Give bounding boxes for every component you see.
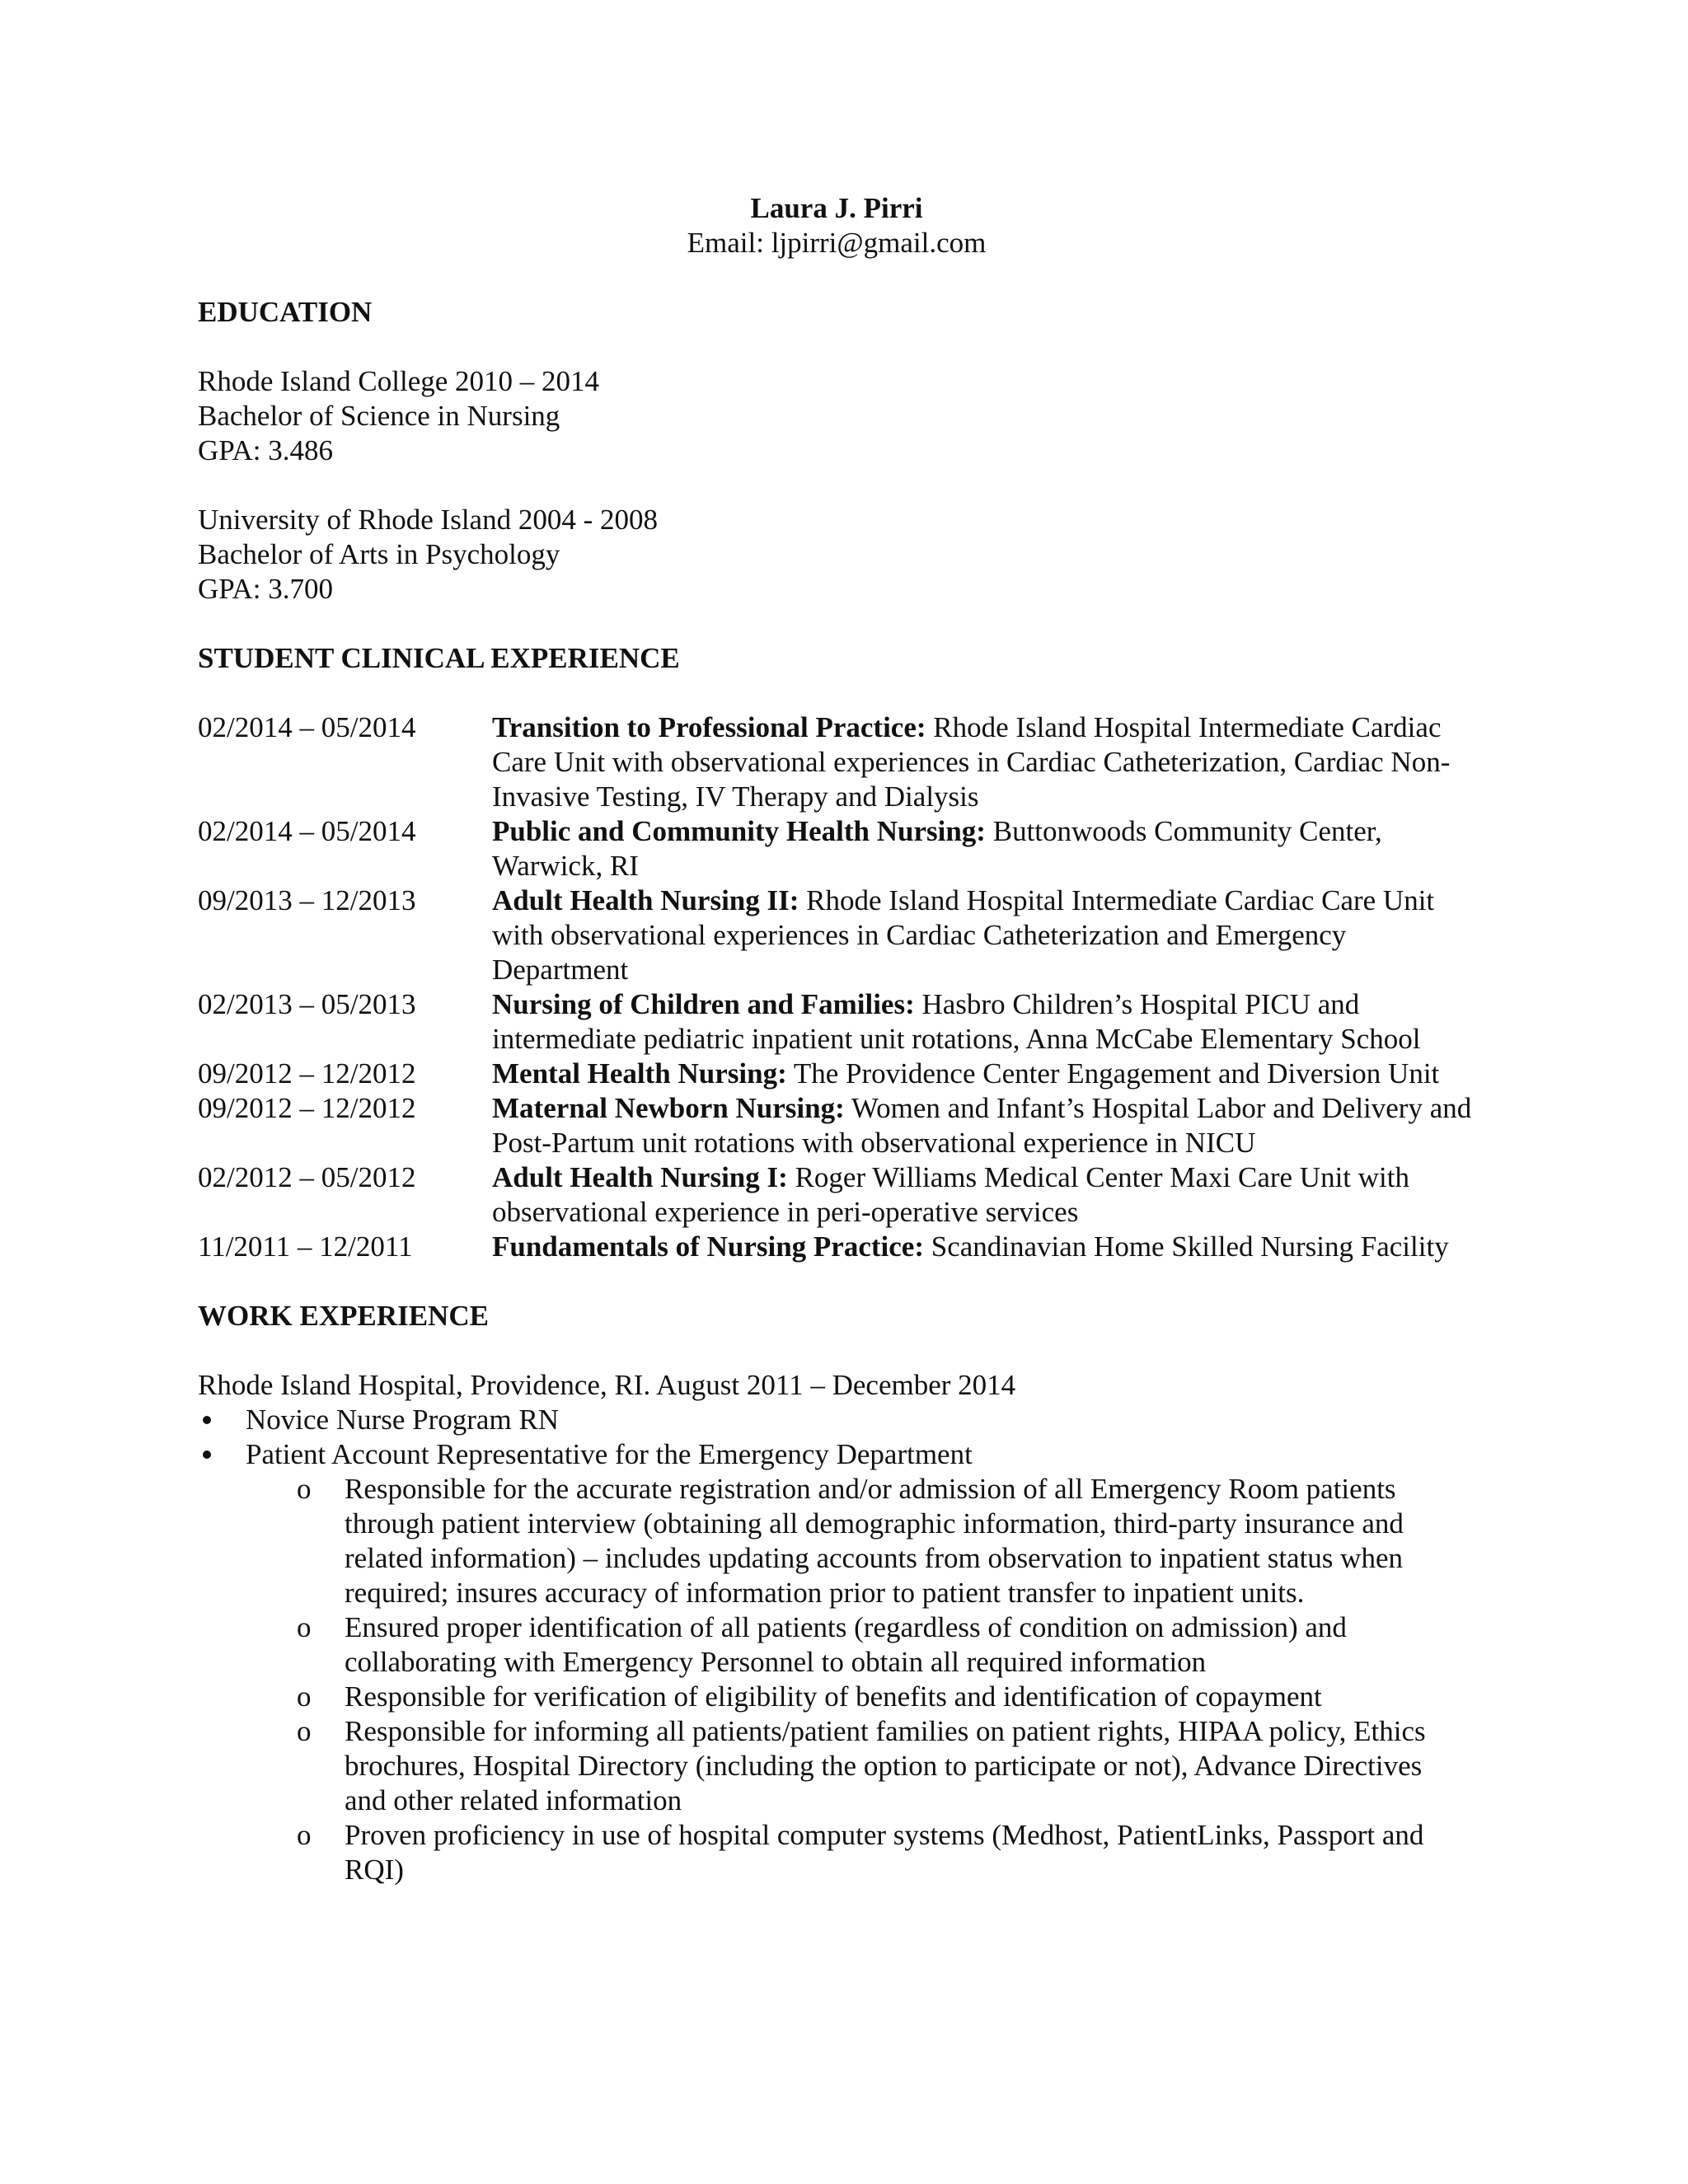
clinical-dates: 11/2011 – 12/2011 (198, 1230, 413, 1263)
clinical-title: Mental Health Nursing: (492, 1057, 787, 1090)
clinical-entry (198, 1160, 1517, 1230)
duty-item (198, 1472, 1465, 1610)
degree-line: Bachelor of Arts in Psychology (198, 538, 560, 570)
clinical-detail: The Providence Center Engagement and Diversion Unit (786, 1057, 1440, 1090)
list-item (198, 1403, 1517, 1437)
employer-line: Rhode Island Hospital, Providence, RI. August 2011 – December 2014 (198, 1369, 1016, 1401)
work-bullet-list (198, 1403, 1517, 1472)
clinical-dates: 02/2014 – 05/2014 (198, 711, 416, 743)
clinical-dates: 09/2013 – 12/2013 (198, 884, 416, 916)
clinical-detail: Scandinavian Home Skilled Nursing Facility (923, 1230, 1449, 1263)
circle-bullet-icon: o (297, 1611, 312, 1643)
duty-item (198, 1714, 1465, 1818)
bullet-icon (203, 1416, 211, 1424)
clinical-title: Public and Community Health Nursing: (492, 815, 986, 847)
clinical-title: Maternal Newborn Nursing: (492, 1092, 845, 1124)
clinical-detail: Rhode Island Hospital Intermediate Cardiac Care Unit with observational experiences in Cardiac Catheterization, Cardiac Non-Invasive Testing, IV Therapy and Dialysis (492, 711, 1451, 813)
clinical-detail: Women and Infant’s Hospital Labor and Delivery and Post-Partum unit rotations with observational experience in NICU (492, 1092, 1472, 1159)
clinical-dates: 02/2012 – 05/2012 (198, 1161, 416, 1193)
clinical-description (492, 987, 1481, 1057)
clinical-description (492, 1230, 1481, 1264)
clinical-title: Adult Health Nursing II: (492, 884, 799, 916)
circle-bullet-icon: o (297, 1715, 312, 1747)
clinical-entry (198, 710, 1517, 814)
clinical-entry (198, 1230, 1517, 1264)
clinical-title: Transition to Professional Practice: (492, 711, 926, 743)
circle-bullet-icon: o (297, 1473, 312, 1505)
school-line: University of Rhode Island 2004 - 2008 (198, 504, 658, 536)
resume-header (198, 191, 1475, 260)
clinical-list (198, 710, 1517, 1264)
bullet-text: Patient Account Representative for the Emergency Department (246, 1438, 973, 1470)
circle-bullet-icon: o (297, 1680, 312, 1713)
list-item (198, 1437, 1517, 1472)
circle-bullet-icon: o (297, 1819, 312, 1851)
clinical-dates: 09/2012 – 12/2012 (198, 1057, 416, 1090)
email-line: Email: ljpirri@gmail.com (687, 227, 987, 259)
clinical-entry (198, 1091, 1517, 1160)
candidate-name: Laura J. Pirri (750, 192, 923, 224)
clinical-dates: 02/2013 – 05/2013 (198, 988, 416, 1020)
education-heading: EDUCATION (198, 296, 373, 328)
clinical-detail: Buttonwoods Community Center, Warwick, RI (492, 815, 1382, 882)
bullet-text: Novice Nurse Program RN (246, 1404, 560, 1436)
gpa-line: GPA: 3.700 (198, 573, 334, 605)
duty-text: Responsible for the accurate registration and/or admission of all Emergency Room patients through patient interview (obtaining all demographic information, third-party insurance and related information) – includes updating accounts from observation to inpatient status when required; insures accuracy of information prior to patient transfer to inpatient units. (345, 1473, 1404, 1609)
resume-page (198, 191, 1517, 1887)
bullet-icon (203, 1451, 211, 1459)
duty-item (198, 1818, 1465, 1887)
clinical-heading: STUDENT CLINICAL EXPERIENCE (198, 642, 680, 674)
clinical-detail: Hasbro Children’s Hospital PICU and intermediate pediatric inpatient unit rotations, Anna McCabe Elementary School (492, 988, 1421, 1055)
clinical-dates: 09/2012 – 12/2012 (198, 1092, 416, 1124)
education-entry (198, 503, 1517, 607)
school-line: Rhode Island College 2010 – 2014 (198, 365, 600, 397)
clinical-title: Adult Health Nursing I: (492, 1161, 788, 1193)
education-entry (198, 364, 1517, 468)
duty-list (198, 1472, 1517, 1887)
clinical-entry (198, 987, 1517, 1057)
duty-item (198, 1680, 1465, 1714)
gpa-line: GPA: 3.486 (198, 434, 334, 466)
clinical-detail: Rhode Island Hospital Intermediate Cardiac Care Unit with observational experiences in Cardiac Catheterization and Emergency Department (492, 884, 1435, 986)
clinical-description (492, 1057, 1481, 1091)
clinical-description (492, 1091, 1481, 1160)
duty-item (198, 1610, 1465, 1680)
work-heading: WORK EXPERIENCE (198, 1300, 489, 1332)
duty-text: Responsible for informing all patients/patient families on patient rights, HIPAA policy, Ethics brochures, Hospital Directory (including the option to participate or not), Advance Directives and other related information (345, 1715, 1426, 1816)
clinical-description (492, 710, 1481, 814)
clinical-entry (198, 814, 1517, 883)
clinical-entry (198, 1057, 1517, 1091)
clinical-title: Fundamentals of Nursing Practice: (492, 1230, 924, 1263)
duty-text: Ensured proper identification of all patients (regardless of condition on admission) and collaborating with Emergency Personnel to obtain all required information (345, 1611, 1347, 1678)
clinical-description (492, 1160, 1481, 1230)
clinical-detail: Roger Williams Medical Center Maxi Care Unit with observational experience in peri-operative services (492, 1161, 1409, 1228)
clinical-dates: 02/2014 – 05/2014 (198, 815, 416, 847)
clinical-entry (198, 883, 1517, 987)
duty-text: Responsible for verification of eligibility of benefits and identification of copayment (345, 1680, 1322, 1713)
clinical-title: Nursing of Children and Families: (492, 988, 915, 1020)
duty-text: Proven proficiency in use of hospital computer systems (Medhost, PatientLinks, Passport and RQI) (345, 1819, 1424, 1886)
clinical-description (492, 883, 1481, 987)
degree-line: Bachelor of Science in Nursing (198, 400, 560, 432)
clinical-description (492, 814, 1481, 883)
